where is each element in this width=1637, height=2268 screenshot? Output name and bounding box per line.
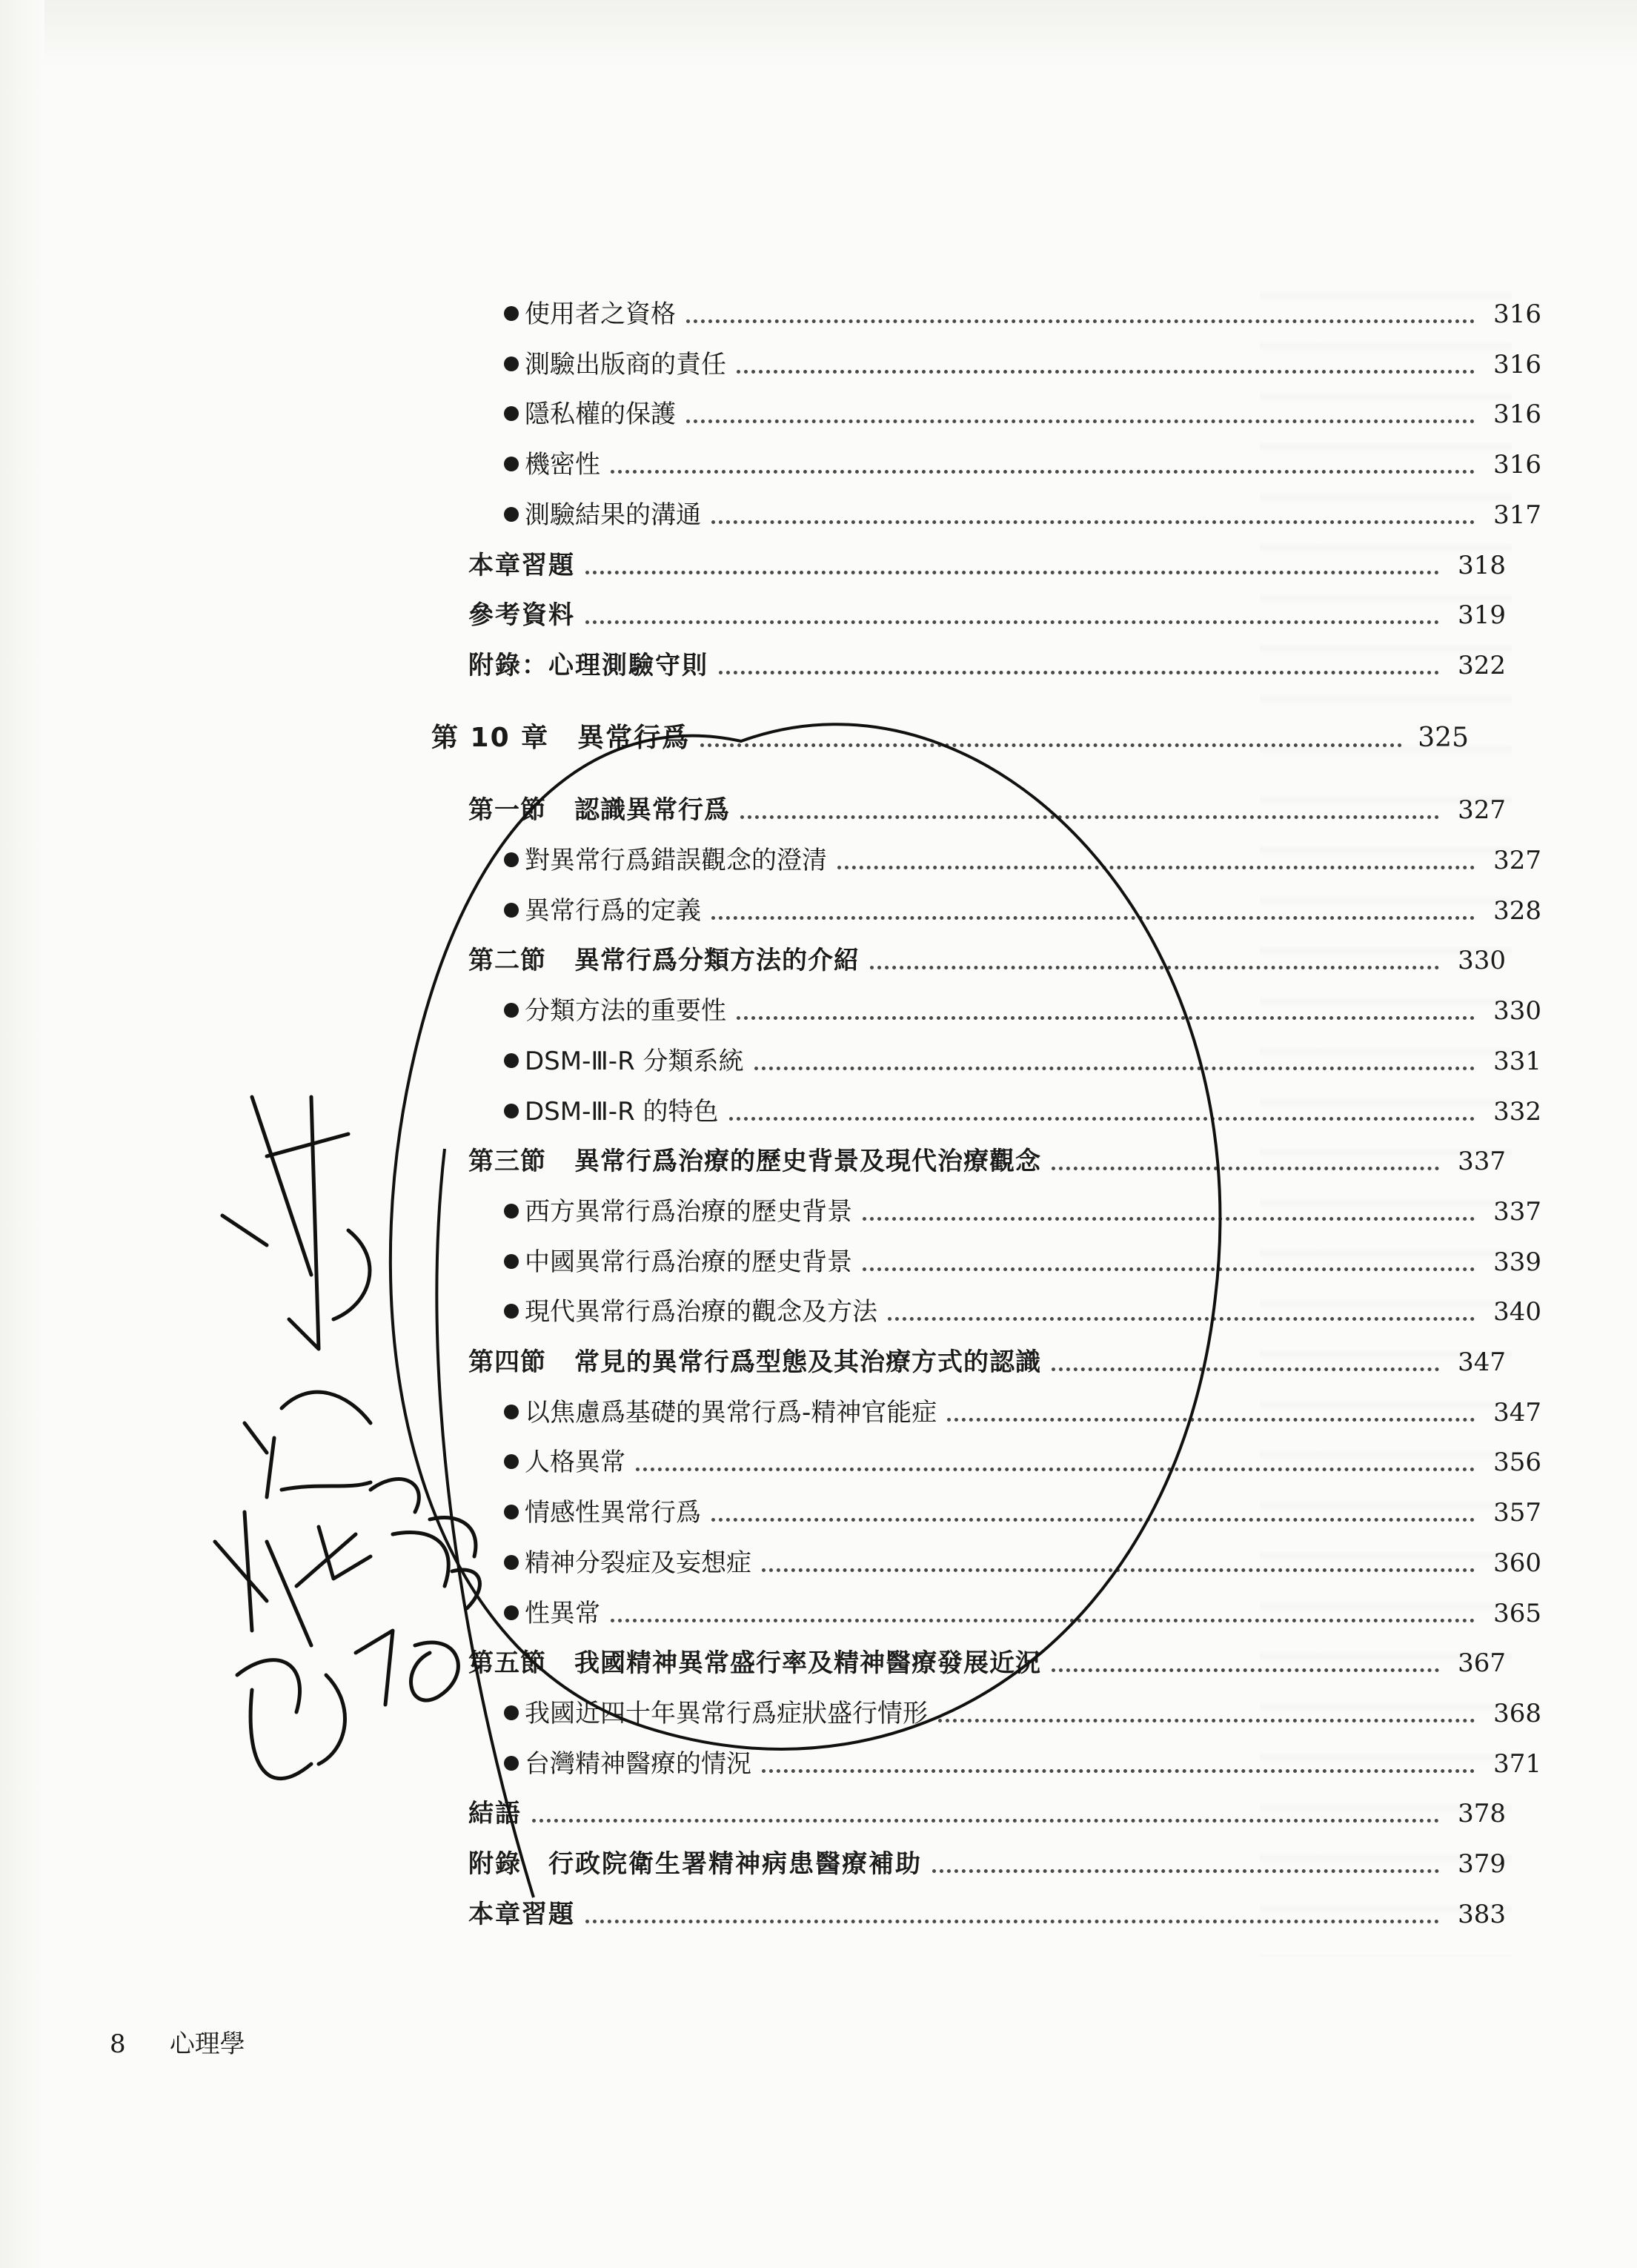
section-label: 我國精神異常盛行率及精神醫療發展近況 bbox=[574, 1648, 1041, 1679]
toc-item-label: 測驗出版商的責任 bbox=[525, 349, 726, 379]
toc-heading: 結語 bbox=[468, 1799, 522, 1829]
toc-item-label: 對異常行爲錯誤觀念的澄清 bbox=[525, 846, 827, 875]
toc-item-label: 西方異常行爲治療的歷史背景 bbox=[525, 1196, 852, 1227]
section-number: 第一節 bbox=[468, 795, 546, 826]
toc-item-label: 人格異常 bbox=[525, 1448, 625, 1478]
toc-heading: 附錄：心理測驗守則 bbox=[468, 650, 708, 680]
chapter-title: 第 10 章 異常行爲 bbox=[431, 722, 691, 753]
page-ref: 332 bbox=[1493, 1096, 1541, 1127]
section-number: 第四節 bbox=[468, 1347, 546, 1377]
page-ref: 379 bbox=[1458, 1849, 1506, 1879]
page-ref: 337 bbox=[1493, 1196, 1541, 1227]
page-ref: 339 bbox=[1493, 1247, 1541, 1277]
toc-heading: 本章習題 bbox=[468, 550, 575, 580]
page-ref: 322 bbox=[1458, 650, 1506, 680]
page-ref: 331 bbox=[1493, 1046, 1541, 1076]
page-ref: 316 bbox=[1493, 450, 1541, 480]
section-number: 第二節 bbox=[468, 946, 546, 976]
page-ref: 327 bbox=[1493, 846, 1541, 875]
page-ref: 347 bbox=[1458, 1347, 1506, 1377]
page-ref: 383 bbox=[1458, 1899, 1506, 1929]
page-ref: 330 bbox=[1458, 946, 1506, 976]
toc-item-label: 現代異常行爲治療的觀念及方法 bbox=[525, 1297, 877, 1327]
section-label: 異常行爲分類方法的介紹 bbox=[574, 946, 860, 976]
page-ref: 316 bbox=[1493, 399, 1541, 430]
toc-heading: 參考資料 bbox=[468, 600, 575, 631]
section-number: 第三節 bbox=[468, 1147, 546, 1177]
page-ref: 316 bbox=[1493, 349, 1541, 379]
toc-item-label: DSM-Ⅲ-R 分類系統 bbox=[525, 1046, 744, 1076]
section-label: 常見的異常行爲型態及其治療方式的認識 bbox=[574, 1347, 1041, 1377]
page-ref: 378 bbox=[1458, 1799, 1506, 1829]
toc-item-label: 我國近四十年異常行爲症狀盛行情形 bbox=[525, 1698, 928, 1728]
page-ref: 367 bbox=[1458, 1648, 1506, 1679]
toc-item-label: 以焦慮爲基礎的異常行爲-精神官能症 bbox=[525, 1397, 937, 1428]
page-ref: 317 bbox=[1493, 500, 1541, 530]
toc-item-label: 機密性 bbox=[525, 450, 600, 480]
page-ref: 328 bbox=[1493, 895, 1541, 926]
page-number: 8 bbox=[110, 2029, 126, 2059]
hand-drawn-loop bbox=[391, 724, 1221, 1749]
toc-item-label: 分類方法的重要性 bbox=[525, 996, 726, 1027]
toc-item-label: DSM-Ⅲ-R 的特色 bbox=[525, 1096, 719, 1127]
page-ref: 365 bbox=[1493, 1598, 1541, 1628]
page-ref: 371 bbox=[1493, 1748, 1541, 1779]
page-ref: 360 bbox=[1493, 1548, 1541, 1578]
page-ref: 340 bbox=[1493, 1297, 1541, 1327]
toc-item-label: 測驗結果的溝通 bbox=[525, 500, 701, 530]
running-title: 心理學 bbox=[169, 2029, 245, 2059]
page-ref: 316 bbox=[1493, 299, 1541, 329]
page-ref: 347 bbox=[1493, 1397, 1541, 1428]
page-ref: 356 bbox=[1493, 1448, 1541, 1478]
toc-item-label: 中國異常行爲治療的歷史背景 bbox=[525, 1247, 852, 1277]
page-ref: 319 bbox=[1458, 600, 1506, 631]
toc-item-label: 性異常 bbox=[525, 1598, 600, 1628]
section-label: 認識異常行爲 bbox=[574, 795, 730, 826]
page-ref: 325 bbox=[1418, 722, 1469, 753]
section-label: 異常行爲治療的歷史背景及現代治療觀念 bbox=[574, 1147, 1041, 1177]
page-ref: 327 bbox=[1458, 795, 1506, 826]
toc-heading: 附錄 行政院衛生署精神病患醫療補助 bbox=[468, 1849, 922, 1879]
toc-heading: 本章習題 bbox=[468, 1899, 575, 1929]
toc-item-label: 台灣精神醫療的情況 bbox=[525, 1748, 751, 1779]
toc-item-label: 使用者之資格 bbox=[525, 299, 676, 329]
page-ref: 318 bbox=[1458, 550, 1506, 580]
toc-item-label: 精神分裂症及妄想症 bbox=[525, 1548, 751, 1578]
page-ref: 357 bbox=[1493, 1498, 1541, 1528]
toc-item-label: 情感性異常行爲 bbox=[525, 1498, 701, 1528]
section-number: 第五節 bbox=[468, 1648, 546, 1679]
toc-item-label: 異常行爲的定義 bbox=[525, 895, 701, 926]
page-ref: 330 bbox=[1493, 996, 1541, 1027]
page-ref: 368 bbox=[1493, 1698, 1541, 1728]
page-ref: 337 bbox=[1458, 1147, 1506, 1177]
toc-item-label: 隱私權的保護 bbox=[525, 399, 676, 430]
